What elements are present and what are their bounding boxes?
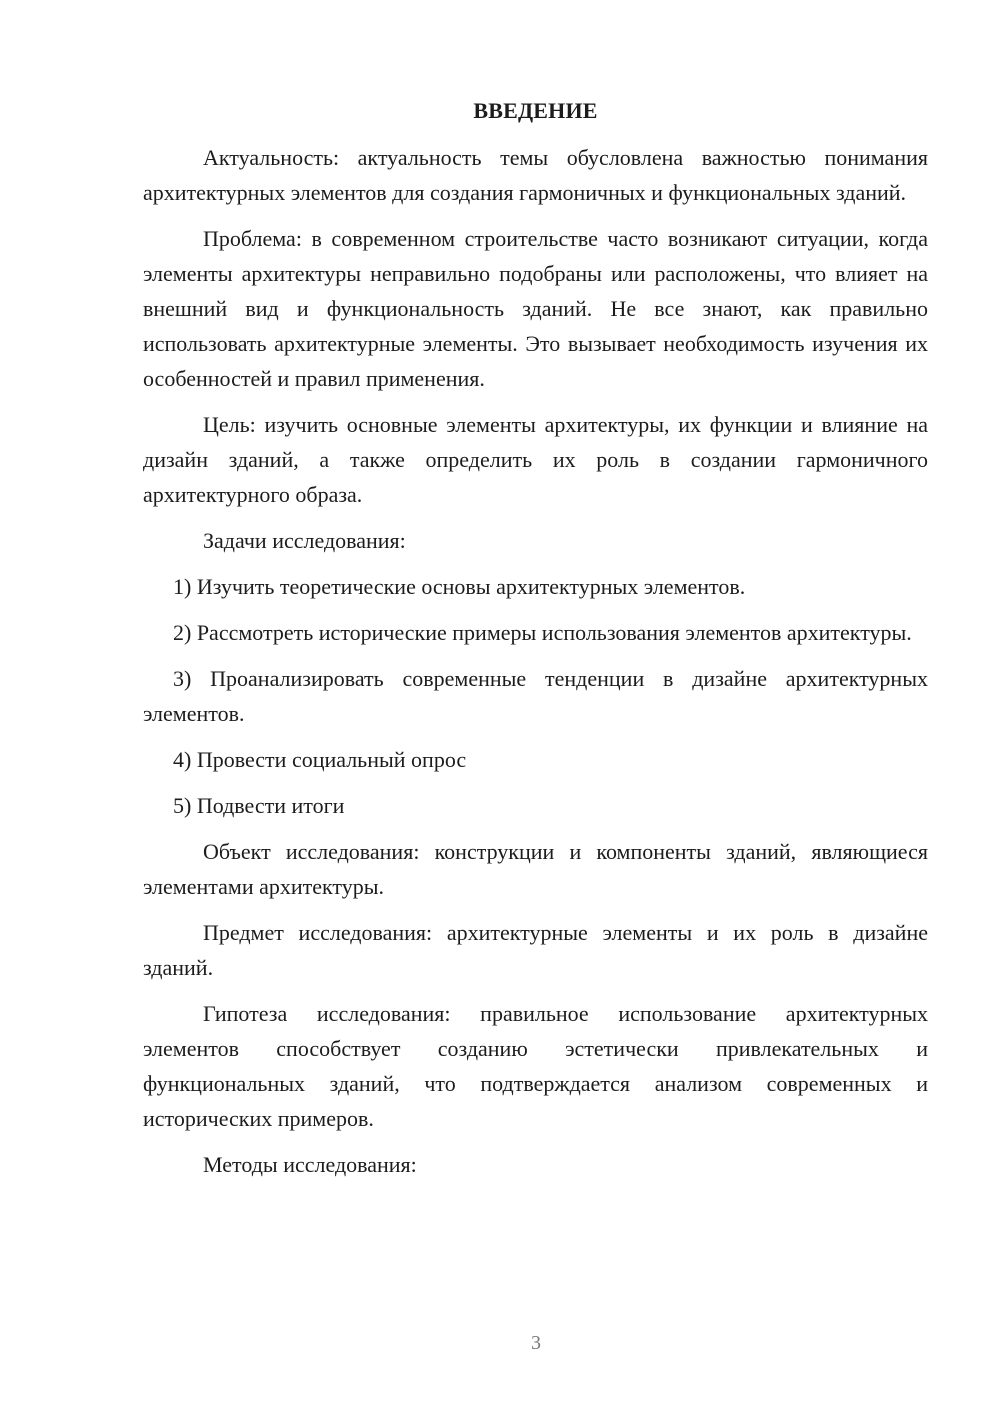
paragraph-object: Объект исследования: конструкции и компоненты зданий, являющиеся элементами архитектуры. bbox=[143, 839, 928, 899]
list-item: 3) Проанализировать современные тенденции в дизайне архитектурных элементов. bbox=[143, 666, 928, 726]
paragraph-problem: Проблема: в современном строительстве часто возникают ситуации, когда элементы архитектуры неправильно подобраны или расположены, что влияет на внешний вид и функциональность зданий. Не все знают, как правильно использовать архитектурные элементы. Это вызывает необходимость изучения их особенностей и правил применения. bbox=[143, 226, 928, 391]
page-title: ВВЕДЕНИЕ bbox=[473, 98, 598, 123]
page-number: 3 bbox=[531, 1332, 541, 1354]
paragraph-goal: Цель: изучить основные элементы архитектуры, их функции и влияние на дизайн зданий, а также определить их роль в создании гармоничного архитектурного образа. bbox=[143, 412, 928, 507]
list-item: 1) Изучить теоретические основы архитектурных элементов. bbox=[173, 574, 746, 599]
list-item: 2) Рассмотреть исторические примеры использования элементов архитектуры. bbox=[173, 620, 912, 645]
tasks-heading: Задачи исследования: bbox=[203, 528, 406, 553]
list-item: 4) Провести социальный опрос bbox=[173, 747, 467, 772]
list-item: 5) Подвести итоги bbox=[173, 793, 345, 818]
paragraph-relevance: Актуальность: актуальность темы обусловлена важностью понимания архитектурных элементов для создания гармоничных и функциональных зданий. bbox=[143, 145, 928, 205]
paragraph-hypothesis: Гипотеза исследования: правильное использование архитектурных элементов способствует созданию эстетически привлекательных и функциональных зданий, что подтверждается анализом современных и исторических примеров. bbox=[143, 1001, 928, 1131]
paragraph-subject: Предмет исследования: архитектурные элементы и их роль в дизайне зданий. bbox=[143, 920, 928, 980]
tasks-list bbox=[143, 569, 928, 823]
methods-heading: Методы исследования: bbox=[203, 1152, 417, 1177]
page-content bbox=[143, 94, 928, 1193]
